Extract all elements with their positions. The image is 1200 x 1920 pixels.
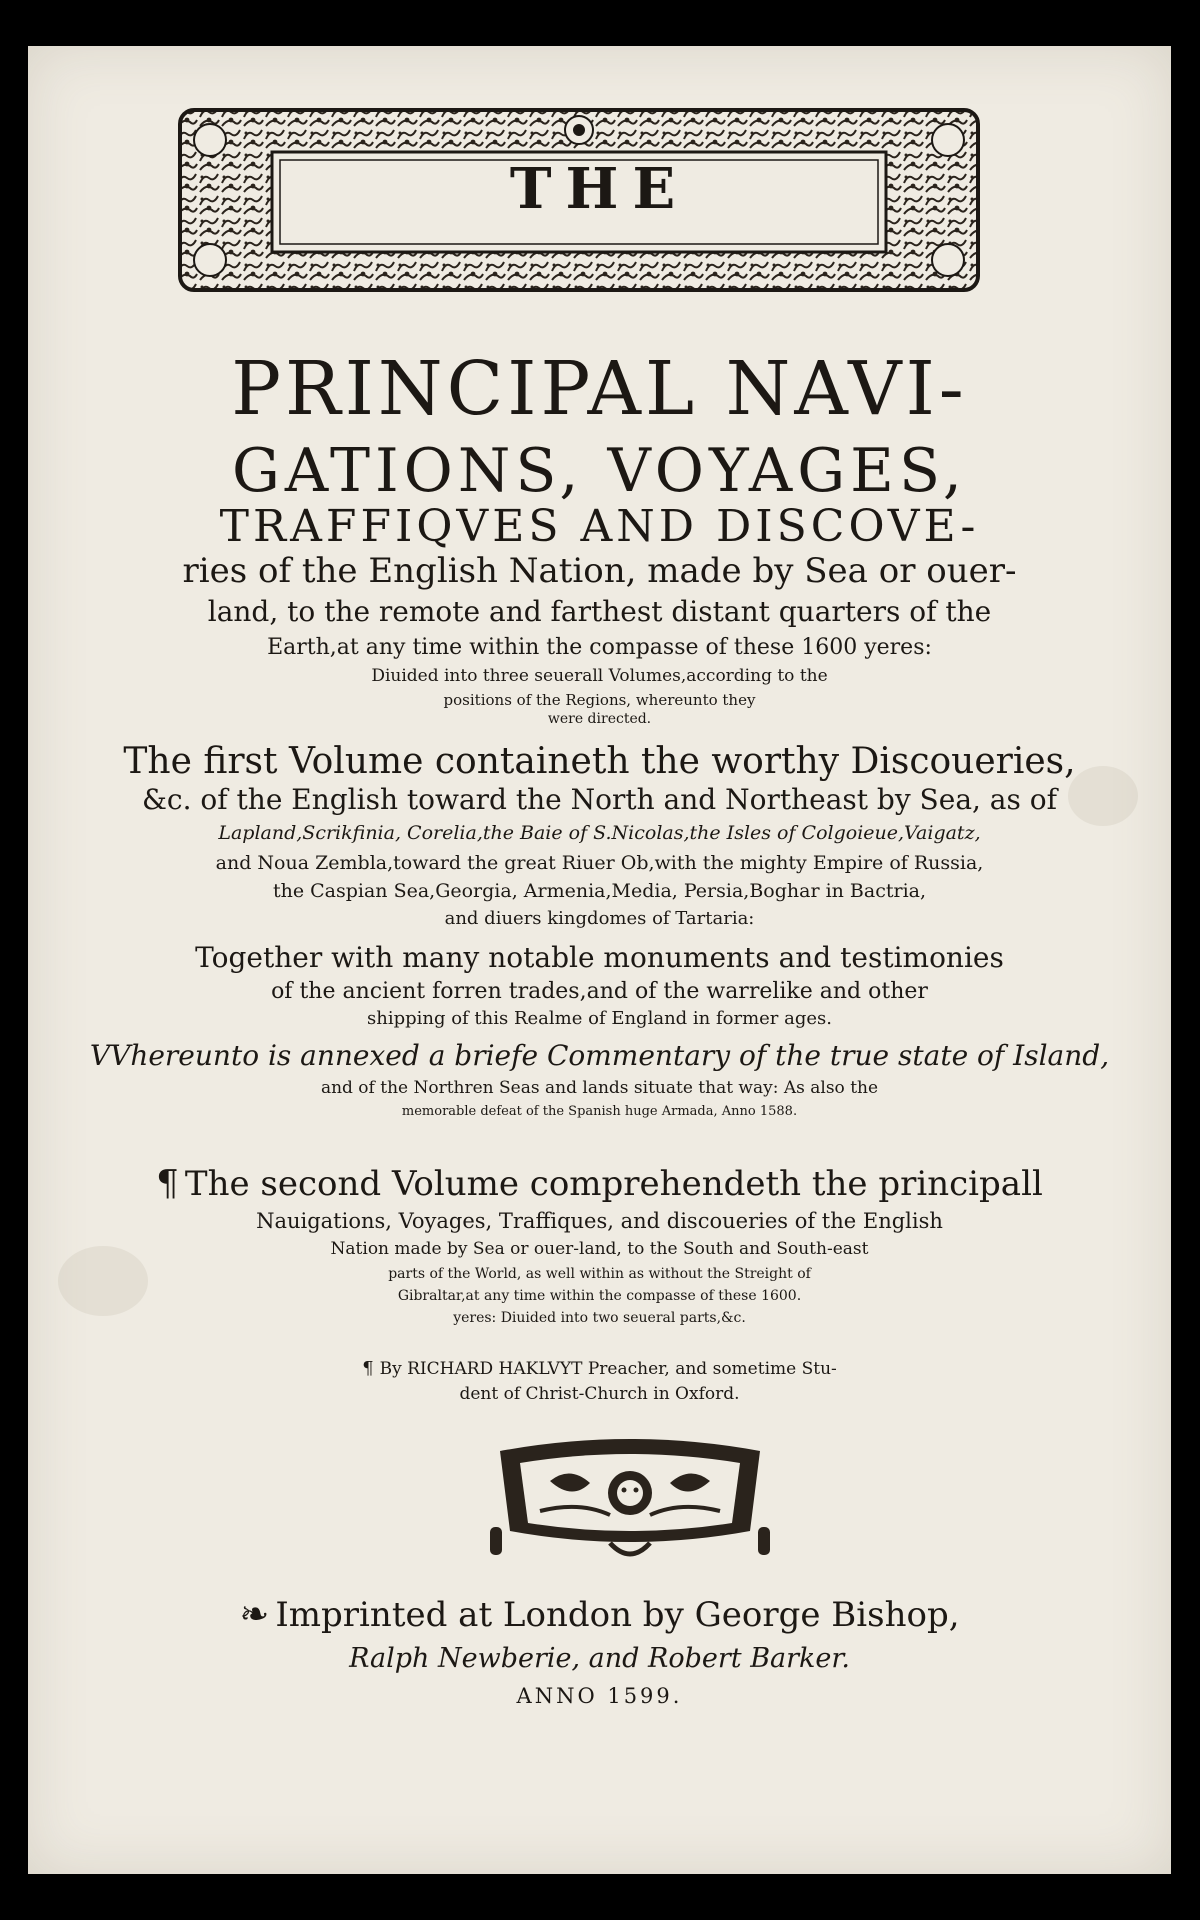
title-page [28, 46, 1171, 1874]
header-word: THE [509, 156, 690, 222]
printers-ornament-icon [480, 1431, 780, 1571]
volume1-line: the Caspian Sea,Georgia, Armenia,Media, Persia,Boghar in Bactria, [272, 880, 927, 902]
volume1-line: and diuers kingdomes of Tartaria: [444, 908, 755, 929]
volume2-line: parts of the World, as well within as without the Streight of [388, 1266, 811, 1282]
title-line: ries of the English Nation, made by Sea or ouer- [182, 551, 1017, 591]
volume2-line: Gibraltar,at any time within the compasse of these 1600. [397, 1288, 802, 1304]
title-line: Diuided into three seuerall Volumes,according to the [371, 666, 828, 686]
together-line: shipping of this Realme of England in former ages. [366, 1008, 832, 1029]
title-line: TRAFFIQVES AND DISCOVE- [219, 501, 980, 552]
together-line: of the ancient forren trades,and of the warrelike and other [271, 979, 928, 1004]
volume2-line: yeres: Diuided into two seueral parts,&c. [453, 1310, 746, 1326]
volume1-line: Lapland,Scrikfinia, Corelia,the Baie of S.Nicolas,the Isles of Colgoieue,Vaigatz, [218, 822, 981, 844]
title-line: positions of the Regions, whereunto they [443, 691, 756, 709]
imprint-year: ANNO 1599. [516, 1684, 683, 1708]
together-line: Together with many notable monuments and testimonies [195, 941, 1004, 974]
title-line: were directed. [547, 711, 652, 727]
title-line: Earth,at any time within the compasse of these 1600 yeres: [267, 635, 932, 660]
flourish-icon: ❧ [239, 1594, 270, 1635]
imprint-line: Ralph Newberie, and Robert Barker. [349, 1643, 850, 1674]
volume1-line: &c. of the English toward the North and Northeast by Sea, as of [142, 783, 1057, 816]
volume2-line: Nauigations, Voyages, Traffiques, and discoueries of the English [256, 1209, 943, 1233]
author-text: By RICHARD HAKLVYT Preacher, and sometime Stu- [379, 1359, 837, 1379]
imprint-line [28, 1594, 1171, 1635]
title-line: PRINCIPAL NAVI- [231, 346, 968, 432]
volume2-heading [28, 1163, 1171, 1204]
volume1-line: and Noua Zembla,toward the great Riuer Ob,with the mighty Empire of Russia, [215, 852, 984, 874]
whereunto-line: VVhereunto is annexed a briefe Commentary of the true state of Island, [89, 1039, 1110, 1072]
whereunto-line: and of the Northren Seas and lands situate that way: As also the [320, 1078, 879, 1098]
pilcrow-icon: ¶ [156, 1163, 179, 1204]
title-line: land, to the remote and farthest distant quarters of the [207, 595, 992, 628]
pilcrow-icon: ¶ [362, 1358, 374, 1379]
volume2-line: The second Volume comprehendeth the principall [184, 1164, 1043, 1204]
volume1-line: The first Volume containeth the worthy Discoueries, [123, 741, 1076, 782]
whereunto-line: memorable defeat of the Spanish huge Armada, Anno 1588. [401, 1104, 798, 1119]
author-line [28, 1358, 1171, 1379]
author-line: dent of Christ-Church in Oxford. [459, 1384, 740, 1404]
imprint-text: Imprinted at London by George Bishop, [275, 1595, 960, 1635]
volume2-line: Nation made by Sea or ouer-land, to the South and South-east [330, 1239, 869, 1259]
title-line: GATIONS, VOYAGES, [231, 436, 967, 506]
